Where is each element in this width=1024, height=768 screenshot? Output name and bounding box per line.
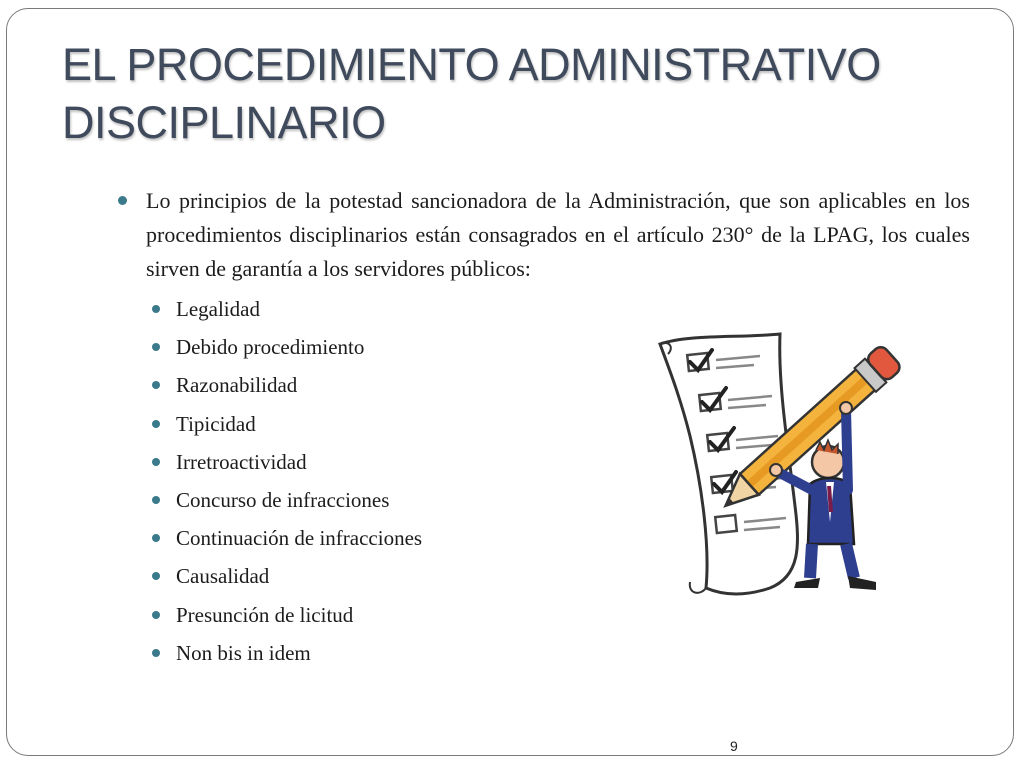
bullet-icon xyxy=(118,196,127,205)
bullet-icon xyxy=(152,611,160,619)
slide-title xyxy=(62,36,962,152)
man-with-pencil-checklist-icon xyxy=(650,326,910,606)
bullet-icon xyxy=(152,649,160,657)
list-item xyxy=(150,559,422,597)
bullet-icon xyxy=(152,534,160,542)
list-item xyxy=(150,330,422,368)
list-item xyxy=(150,521,422,559)
bullet-icon xyxy=(152,420,160,428)
page-number: 9 xyxy=(730,738,738,754)
bullet-icon xyxy=(152,496,160,504)
principles-list xyxy=(150,292,422,674)
list-item-label: Debido procedimiento xyxy=(176,335,365,360)
bullet-icon xyxy=(152,458,160,466)
list-item xyxy=(150,368,422,406)
intro-paragraph: Lo principios de la potestad sancionadora de la Administración, que son aplicables en los procedimientos disciplinarios están consagrados en el artículo 230° de la LPAG, los cuales sirven de garantía a los servidores públicos: xyxy=(146,188,970,281)
list-item-label: Presunción de licitud xyxy=(176,602,354,627)
list-item-label: Non bis in idem xyxy=(176,640,311,665)
bullet-icon xyxy=(152,381,160,389)
list-item xyxy=(150,483,422,521)
list-item-label: Concurso de infracciones xyxy=(176,487,390,512)
title-line-1: EL PROCEDIMIENTO ADMINISTRATIVO xyxy=(62,39,881,90)
list-item-label: Causalidad xyxy=(176,564,270,589)
list-item-label: Irretroactividad xyxy=(176,449,307,474)
bullet-icon xyxy=(152,343,160,351)
list-item xyxy=(150,598,422,636)
list-item-label: Tipicidad xyxy=(176,411,256,436)
list-item xyxy=(150,636,422,674)
list-item xyxy=(150,407,422,445)
list-item-label: Legalidad xyxy=(176,297,260,321)
list-item xyxy=(150,445,422,483)
list-item-label: Razonabilidad xyxy=(176,373,298,398)
bullet-icon xyxy=(152,305,160,313)
title-line-2: DISCIPLINARIO xyxy=(62,97,386,148)
list-item-label: Continuación de infracciones xyxy=(176,526,423,551)
list-item xyxy=(150,292,422,330)
bullet-icon xyxy=(152,572,160,580)
